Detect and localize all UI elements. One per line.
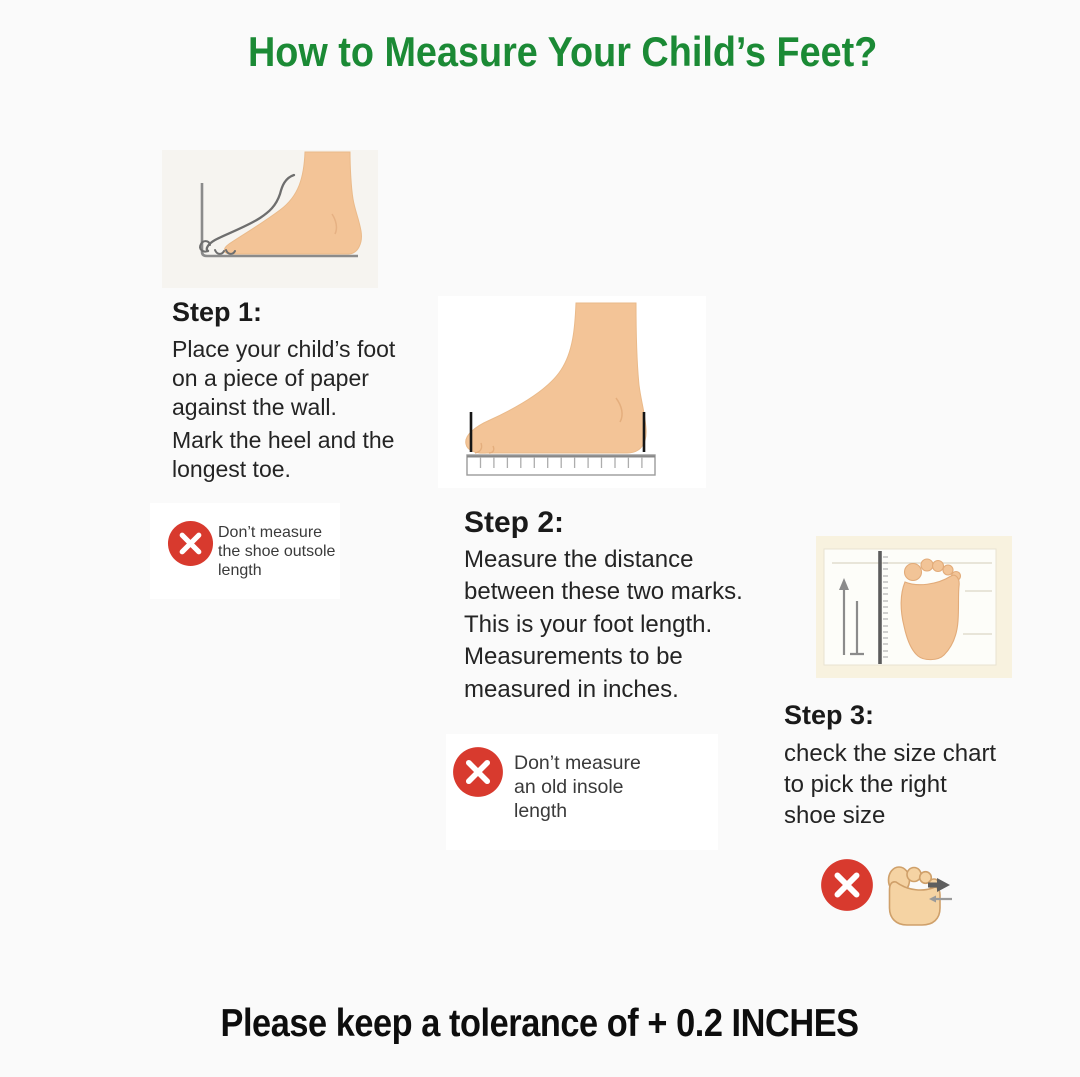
step1-warning-line: Don’t measure	[218, 524, 323, 541]
foot-size-chart-icon	[816, 536, 1012, 678]
step3-text-line: check the size chart	[784, 740, 997, 767]
step3-text-line: shoe size	[784, 802, 886, 829]
cross-circle-icon	[167, 520, 214, 567]
left-arrow-head	[929, 896, 936, 903]
step1-text-line: against the wall.	[172, 394, 337, 420]
step3-warning	[820, 858, 874, 912]
footer-note-text: Please keep a tolerance of + 0.2 INCHES	[220, 1002, 860, 1045]
step2-text-line: Measure the distance	[464, 546, 694, 573]
right-arrow-icon	[928, 878, 950, 892]
step2-warning-line: Don’t measure	[514, 752, 641, 774]
step2-text-line: measured in inches.	[464, 676, 679, 703]
step3-heading: Step 3:	[784, 700, 875, 730]
step2-heading: Step 2:	[464, 506, 565, 539]
step1-warning	[167, 520, 214, 567]
step3-text-line: to pick the right	[784, 771, 947, 798]
footer-note	[0, 1002, 1080, 1046]
step2-text-line: between these two marks.	[464, 578, 743, 605]
cross-circle-icon	[820, 858, 874, 912]
step1-text-line: Place your child’s foot	[172, 336, 396, 362]
step2-text-line: This is your foot length.	[464, 611, 713, 638]
foot-on-ruler-icon	[453, 302, 703, 479]
step1-illustration	[162, 150, 378, 288]
step3-illustration	[816, 536, 1012, 678]
gap-arrows-icon	[926, 874, 956, 904]
step2-text-line: Measurements to be	[464, 643, 683, 670]
page-title-text: How to Measure Your Child’s Feet?	[248, 28, 878, 75]
page-title	[23, 28, 1080, 76]
foot-side-icon	[224, 152, 361, 254]
step2-warning-line: an old insole	[514, 776, 624, 798]
foot-against-wall-icon	[162, 150, 378, 288]
foot-side-icon	[466, 303, 646, 453]
step1-warning-line: the shoe outsole	[218, 543, 336, 560]
step1-warning-line: length	[218, 562, 262, 579]
step1-text-line: Mark the heel and the	[172, 427, 395, 453]
step3-warning-arrows	[926, 874, 956, 904]
step2-warning-line: length	[514, 800, 568, 822]
step1-text-line: longest toe.	[172, 456, 291, 482]
cross-circle-icon	[452, 746, 504, 798]
step2-warning	[452, 746, 504, 798]
step2-illustration	[453, 302, 703, 479]
step1-text-line: on a piece of paper	[172, 365, 369, 391]
step1-heading: Step 1:	[172, 297, 263, 327]
